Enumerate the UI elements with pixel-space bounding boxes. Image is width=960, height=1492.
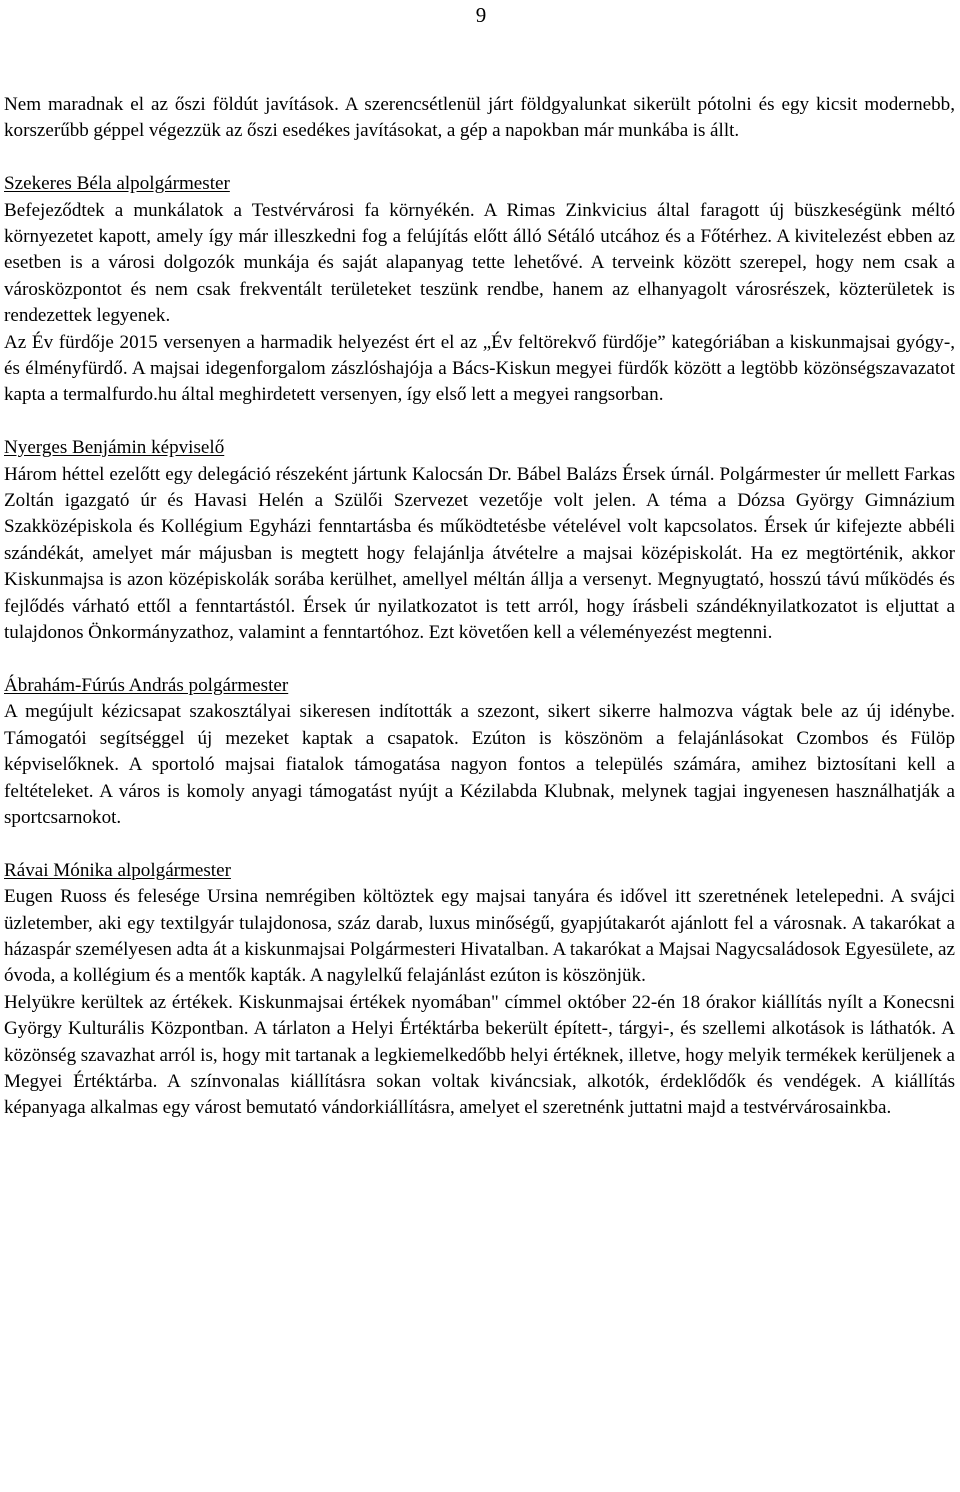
paragraph: Helyükre kerültek az értékek. Kiskunmajsai értékek nyomában" címmel október 22-én 18 órakor kiállítás nyílt a Konecsni György Kulturális Központban. A tárlaton a Helyi Értéktárba bekerült épített-, tárgyi-, és szellemi alkotások is láthatók. A közönség szavazhat arról is, hogy mit tartanak a legkiemelkedőbb helyi értéknek, illetve, hogy melyik termékek kerüljenek a Megyei Értéktárba. A színvonalas kiállításra sokan voltak kiváncsiak, alkotók, érdeklődők és vendégek. A kiállítás képanyaga alkalmas egy várost bemutató vándorkiállításra, amelyet el szeretnénk juttatni majd a testvérvárosainkba.: [4, 991, 955, 1119]
section-heading: Rávai Mónika alpolgármester: [4, 859, 231, 881]
paragraph: Eugen Ruoss és felesége Ursina nemrégiben költöztek egy majsai tanyára és idővel itt szeretnének letelepedni. A svájci üzletember, aki egy textilgyár tulajdonosa, száz darab, luxus minőségű, gyapjútakarót ajánlott fel a városnak. A takarókat a házaspár személyesen adta át a kiskunmajsai Polgármesteri Hivatalban. A takarókat a Majsai Nagycsaládosok Egyesülete, az óvoda, a kollégium és a mentők kapták. A nagylelkű felajánlást ezúton is köszönjük.: [4, 886, 955, 987]
section-spacer: [4, 647, 955, 673]
section-abraham-furus-andras: [4, 673, 955, 831]
section-spacer: [4, 831, 955, 857]
section-spacer: [4, 145, 955, 171]
paragraph: Három héttel ezelőtt egy delegáció részeként jártunk Kalocsán Dr. Bábel Balázs Érsek úrnál. Polgármester úr mellett Farkas Zoltán igazgató úr és Havasi Helén a Szülői Szervezet vezetője volt jelen. A téma a Dózsa György Gimnázium Szakközépiskola és Kollégium Egyházi fenntartásba és működtetésbe vételével volt kapcsolatos. Érsek úr kifejezte abbéli szándékát, amelyet már májusban is megtett hogy felajánlja átvételre a majsai középiskolát. Ha ez megtörténik, akkor Kiskunmajsa is azon középiskolák sorába kerülhet, amellyel méltán állja a versenyt. Megnyugtató, hosszú távú működés és fejlődés várható ettől a fenntartástól. Érsek úr nyilatkozatot is tett arról, hogy írásbeli szándéknyilatkozatot is eljuttat a tulajdonos Önkormányzathoz, valamint a fenntartóhoz. Ezt követően kell a véleményezést megtenni.: [4, 463, 955, 644]
section-spacer: [4, 409, 955, 435]
page-number: 9: [475, 3, 487, 27]
section-heading: Szekeres Béla alpolgármester: [4, 173, 230, 195]
paragraph: Befejeződtek a munkálatok a Testvérvárosi fa környékén. A Rimas Zinkvicius által faragott új büszkeségünk méltó környezetet kapott, amely így már illeszkedni fog a felújítás előtt álló Sétáló utcához és a Főtérhez. A kivitelezést ebben az esetben is a városi dolgozók munkája és saját alapanyag tette lehetővé. A terveink között szerepel, hogy nem csak a városközpontot és nem csak frekventált területeket teszünk rendbe, hanem az elhanyagolt városrészek, közterületek is rendezettek legyenek.: [4, 199, 955, 327]
paragraph: Az Év fürdője 2015 versenyen a harmadik helyezést ért el az „Év feltörekvő fürdője” kategóriában a kiskunmajsai gyógy-, és élményfürdő. A majsai idegenforgalom zászlóshajója a Bács-Kiskun megyei fürdők között a legtöbb közönségszavazatot kapta a termalfurdo.hu által meghirdetett versenyen, így első lett a megyei rangsorban.: [4, 331, 955, 406]
section-szekeres-bela: [4, 171, 955, 409]
intro-section: [4, 92, 955, 145]
section-ravai-monika: [4, 858, 955, 1122]
section-nyerges-benjamin: [4, 435, 955, 646]
section-heading: Ábrahám-Fúrús András polgármester: [4, 674, 289, 696]
paragraph: Nem maradnak el az őszi földút javítások. A szerencsétlenül járt földgyalunkat sikerült pótolni és egy kicsit modernebb, korszerűbb géppel végezzük az őszi esedékes javításokat, a gép a napokban már munkába is állt.: [4, 94, 955, 142]
document-body: [4, 92, 955, 1122]
paragraph: A megújult kézicsapat szakosztályai sikeresen indították a szezont, sikert sikerre halmozva vágtak bele az új idénybe. Támogatói segítséggel új mezeket kaptak a csapatok. Ezúton is köszönöm a felajánlásokat Czombos és Fülöp képviselőknek. A sportoló majsai fiatalok támogatása nagyon fontos a település számára, amihez biztosítani kell a feltételeket. A város is komoly anyagi támogatást nyújt a Kézilabda Klubnak, melynek tagjai ingyenesen használhatják a sportcsarnokot.: [4, 701, 955, 828]
section-heading: Nyerges Benjámin képviselő: [4, 437, 225, 459]
